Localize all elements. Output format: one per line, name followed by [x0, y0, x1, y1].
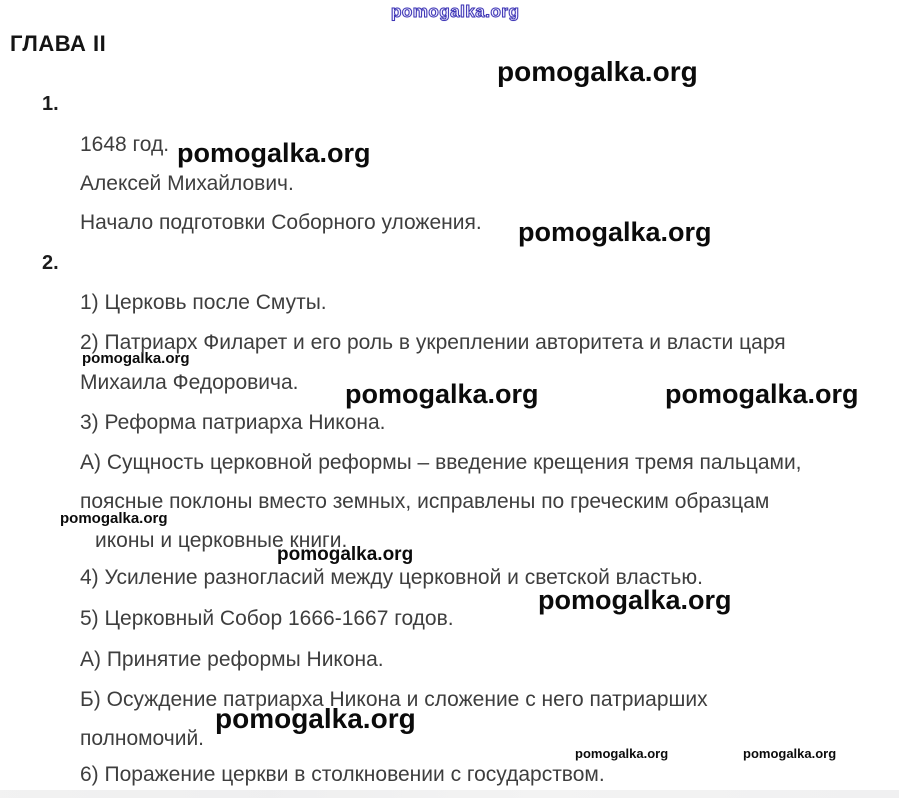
text-line-item3: 3) Реформа патриарха Никона.: [80, 411, 386, 434]
watermark: pomogalka.org: [60, 510, 168, 527]
text-line-item2a: 2) Патриарх Филарет и его роль в укреплении авторитета и власти царя: [80, 331, 786, 354]
watermark-outline-top: pomogalka.org: [391, 2, 520, 21]
text-line-item3a2: поясные поклоны вместо земных, исправлены по греческим образцам: [80, 490, 770, 513]
text-line-ulozhenie: Начало подготовки Соборного уложения.: [80, 211, 482, 234]
watermark: pomogalka.org: [277, 544, 414, 565]
watermark: pomogalka.org: [215, 703, 416, 734]
text-line-item5a: А) Принятие реформы Никона.: [80, 648, 384, 671]
text-line-item1: 1) Церковь после Смуты.: [80, 291, 327, 314]
watermark: pomogalka.org: [575, 746, 669, 761]
task-number-2: 2.: [42, 252, 59, 274]
text-line-item5b2: полномочий.: [80, 727, 205, 750]
watermark: pomogalka.org: [345, 379, 539, 409]
text-line-item4: 4) Усиление разногласий между церковной и светской властью.: [80, 566, 703, 589]
text-line-tsar: Алексей Михайлович.: [80, 172, 294, 195]
text-line-item3a1: А) Сущность церковной реформы – введение крещения тремя пальцами,: [80, 451, 802, 474]
watermark: pomogalka.org: [665, 379, 859, 409]
page-bottom-edge: [0, 790, 899, 798]
text-line-item6: 6) Поражение церкви в столкновении с государством.: [80, 763, 605, 786]
watermark: pomogalka.org: [743, 746, 837, 761]
watermark: pomogalka.org: [82, 350, 190, 367]
task-number-1: 1.: [42, 93, 59, 115]
watermark: pomogalka.org: [497, 56, 698, 87]
text-line-item5: 5) Церковный Собор 1666-1667 годов.: [80, 607, 454, 630]
chapter-heading: ГЛАВА II: [10, 31, 107, 56]
watermark: pomogalka.org: [518, 217, 712, 247]
text-line-year: 1648 год.: [80, 133, 170, 156]
watermark: pomogalka.org: [538, 585, 732, 615]
watermark: pomogalka.org: [177, 138, 371, 168]
text-line-item2b: Михаила Федоровича.: [80, 371, 299, 394]
text-line-item5b1: Б) Осуждение патриарха Никона и сложение с него патриарших: [80, 688, 708, 711]
text-line-item3a3: иконы и церковные книги.: [95, 529, 348, 552]
